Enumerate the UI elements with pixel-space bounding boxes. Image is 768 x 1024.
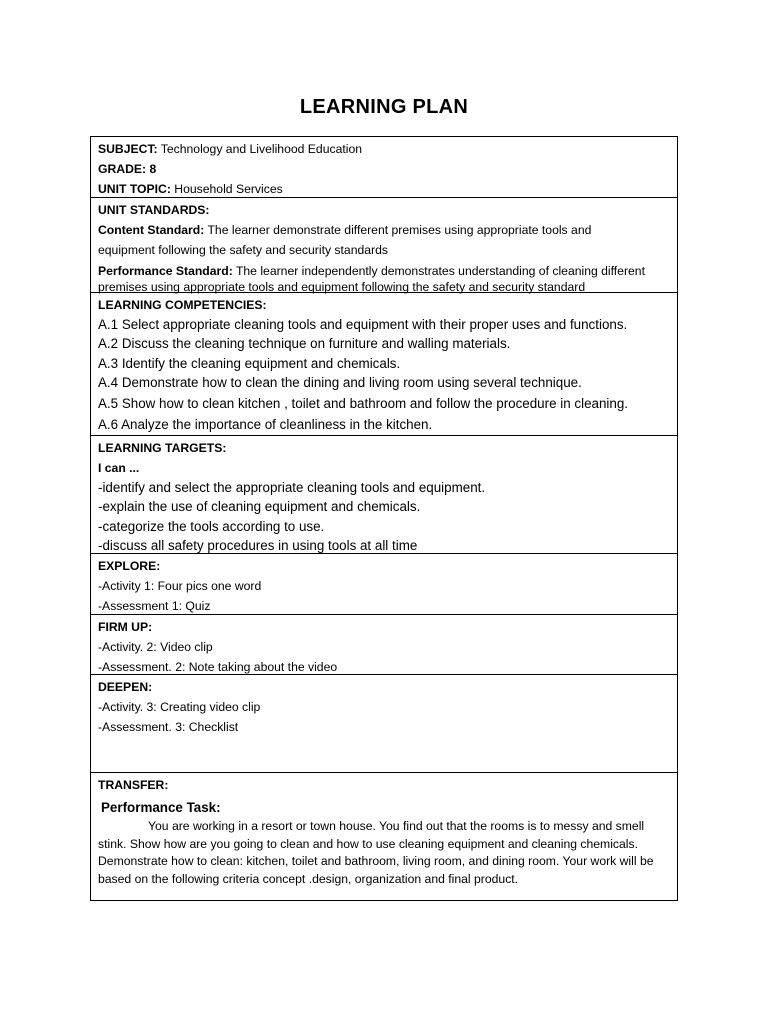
subject-value: Technology and Livelihood Education (160, 142, 363, 156)
targets-intro: I can ... (98, 461, 140, 475)
deepen-section (91, 675, 677, 773)
performance-standard-label: Performance Standard: (98, 264, 233, 278)
subject-label: SUBJECT: (98, 142, 158, 156)
competency-item: A.1 Select appropriate cleaning tools and equipment with their proper uses and functions. (98, 317, 628, 332)
unit-standards-section (91, 198, 677, 293)
targets-heading: LEARNING TARGETS: (98, 441, 227, 455)
content-standard-text: The learner demonstrate different premises using appropriate tools and (207, 223, 592, 237)
transfer-section (91, 773, 677, 900)
explore-activity: -Activity 1: Four pics one word (98, 579, 262, 593)
performance-task-label: Performance Task: (101, 800, 221, 815)
unit-topic-label: UNIT TOPIC: (98, 182, 171, 196)
page-title: LEARNING PLAN (299, 96, 469, 118)
competency-item: A.5 Show how to clean kitchen , toilet and bathroom and follow the procedure in cleaning. (98, 396, 629, 412)
target-item: -categorize the tools according to use. (98, 518, 325, 534)
unit-standards-heading: UNIT STANDARDS: (98, 203, 210, 217)
explore-section (91, 554, 677, 615)
content-standard-line2: equipment following the safety and security standards (98, 243, 388, 257)
competency-item: A.2 Discuss the cleaning technique on furniture and walling materials. (98, 336, 511, 352)
grade-label: GRADE: (98, 162, 147, 176)
competency-item: A.6 Analyze the importance of cleanliness in the kitchen. (98, 417, 433, 433)
unit-topic-row (98, 179, 670, 199)
content-standard-line1 (98, 220, 670, 240)
learning-plan-table (90, 136, 678, 901)
competencies-heading: LEARNING COMPETENCIES: (98, 298, 267, 312)
performance-task-text: You are working in a resort or town house. You find out that the rooms is to messy and smell stink. Show how are you going to clean and how to use cleaning equipment and cleaning chemicals. Demonstrate how to clean: kitchen, toilet and bathroom, living room, and dining room. Your work will be based on the following criteria concept .design, organization and final product. (98, 819, 654, 886)
grade-row (98, 159, 670, 179)
deepen-assessment: -Assessment. 3: Checklist (98, 720, 239, 734)
deepen-heading: DEEPEN: (98, 680, 153, 694)
explore-heading: EXPLORE: (98, 559, 161, 573)
unit-topic-value: Household Services (174, 182, 283, 196)
deepen-activity: -Activity. 3: Creating video clip (98, 700, 261, 714)
transfer-heading: TRANSFER: (98, 778, 169, 792)
firm-up-section (91, 615, 677, 675)
performance-standard-line1 (98, 263, 670, 279)
competencies-section (91, 293, 677, 436)
grade-value: 8 (149, 162, 157, 176)
firm-up-heading: FIRM UP: (98, 620, 153, 634)
target-item: -identify and select the appropriate cleaning tools and equipment. (98, 480, 486, 495)
target-item: -discuss all safety procedures in using tools at all time (98, 537, 418, 553)
competency-item: A.4 Demonstrate how to clean the dining and living room using several technique. (98, 374, 582, 390)
firm-up-activity: -Activity. 2: Video clip (98, 640, 213, 654)
explore-assessment: -Assessment 1: Quiz (98, 599, 211, 613)
header-section (91, 137, 677, 198)
subject-row (98, 139, 670, 159)
targets-section (91, 436, 677, 554)
competency-item: A.3 Identify the cleaning equipment and chemicals. (98, 355, 401, 371)
firm-up-assessment: -Assessment. 2: Note taking about the video (98, 660, 338, 674)
content-standard-label: Content Standard: (98, 223, 205, 237)
target-item: -explain the use of cleaning equipment and chemicals. (98, 499, 421, 515)
performance-standard-line2: premises using appropriate tools and equipment following the safety and security standard (98, 280, 586, 294)
performance-standard-text: The learner independently demonstrates understanding of cleaning different (235, 264, 645, 278)
